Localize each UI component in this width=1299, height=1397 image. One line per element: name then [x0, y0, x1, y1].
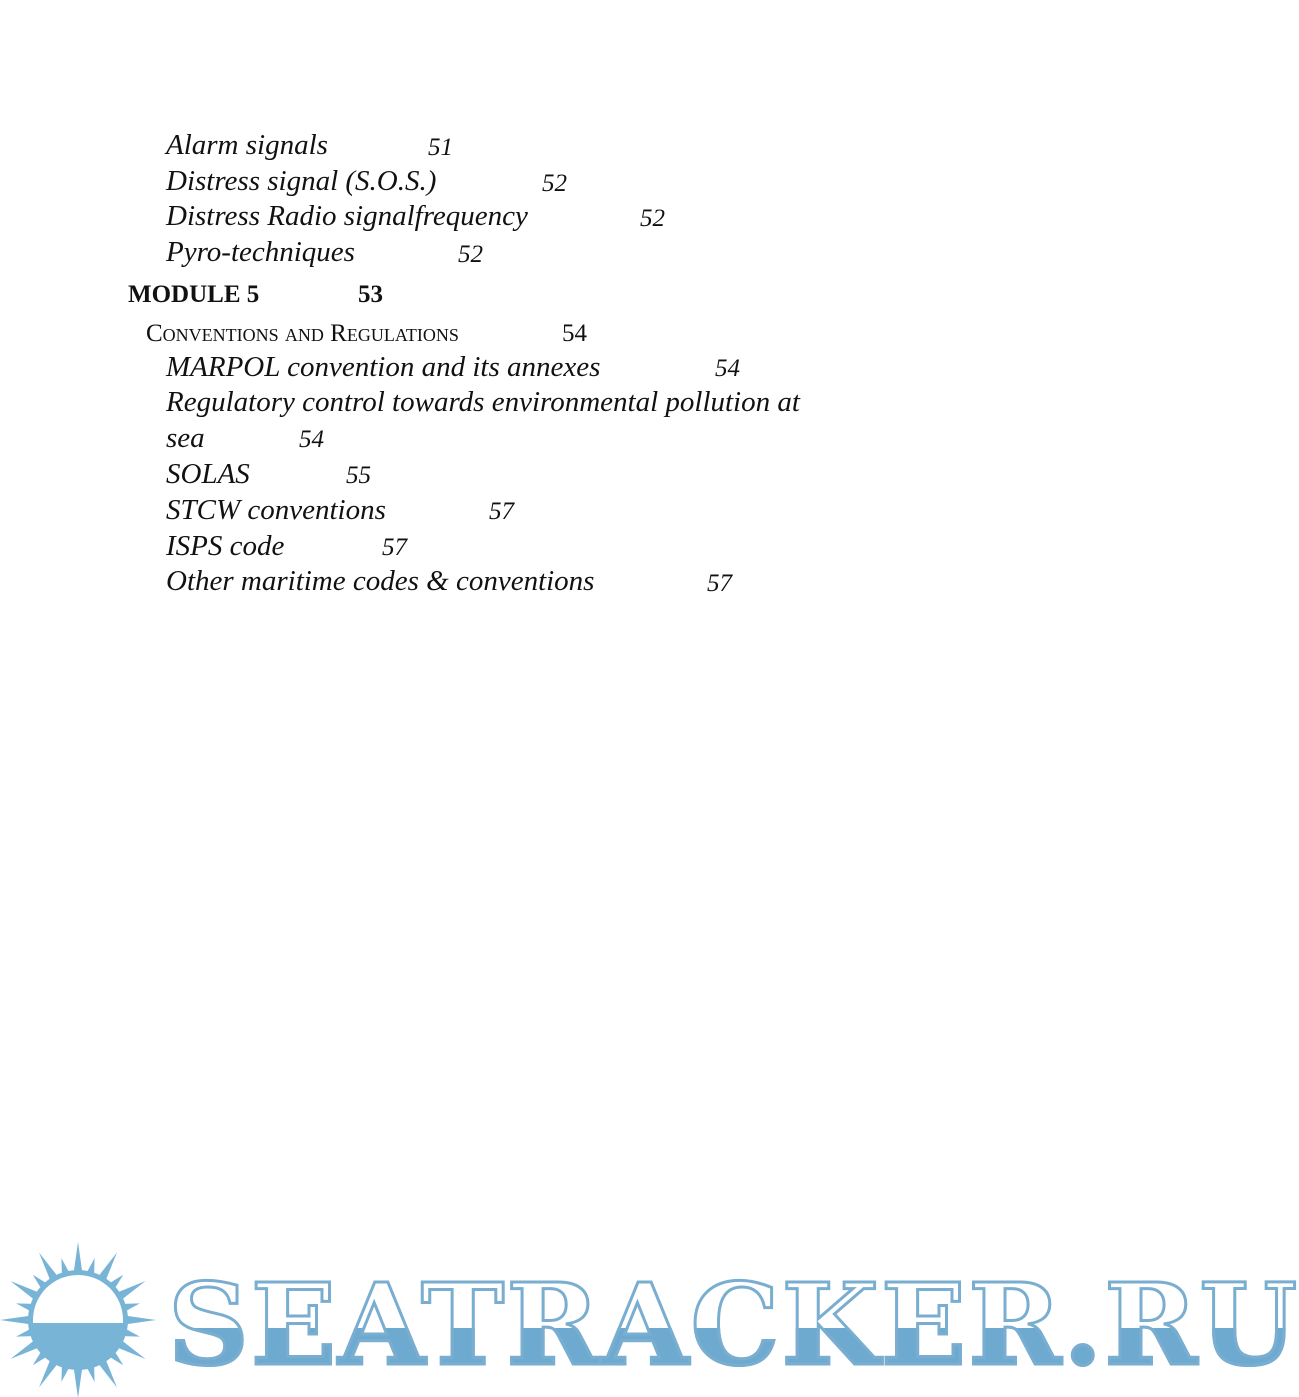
toc-item-page: 52	[640, 205, 665, 232]
toc-item-title: Pyro-techniques	[166, 236, 355, 268]
toc-item-title-continued: sea	[166, 422, 205, 454]
toc-item-page: 52	[542, 170, 567, 197]
toc-item-page: 57	[707, 570, 732, 597]
toc-item-title: Distress signal (S.O.S.)	[166, 165, 437, 197]
section-page: 54	[562, 320, 587, 347]
toc-item-page: 57	[489, 498, 514, 525]
toc-item-page: 55	[346, 462, 371, 489]
sun-icon	[0, 1236, 170, 1397]
toc-item-page: 51	[428, 134, 453, 161]
toc-item-title: Regulatory control towards environmental pollution at	[166, 386, 800, 418]
module-title: MODULE 5	[128, 281, 260, 308]
watermark-text: SEATRACKER.RU	[168, 1260, 1299, 1391]
toc-item-title: SOLAS	[166, 458, 250, 490]
section-title: Conventions and Regulations	[146, 320, 459, 347]
toc-item-title: Other maritime codes & conventions	[166, 565, 595, 597]
toc-item-title: STCW conventions	[166, 494, 386, 526]
toc-item-title: Alarm signals	[166, 129, 328, 161]
toc-item-page: 54	[715, 355, 740, 382]
toc-item-title: Distress Radio signalfrequency	[166, 200, 528, 232]
module-page: 53	[358, 281, 383, 308]
toc-item-title: MARPOL convention and its annexes	[166, 351, 601, 383]
toc-item-page: 57	[382, 534, 407, 561]
toc-item-title: ISPS code	[166, 530, 285, 562]
toc-item-page: 54	[299, 426, 324, 453]
toc-item-page: 52	[458, 241, 483, 268]
